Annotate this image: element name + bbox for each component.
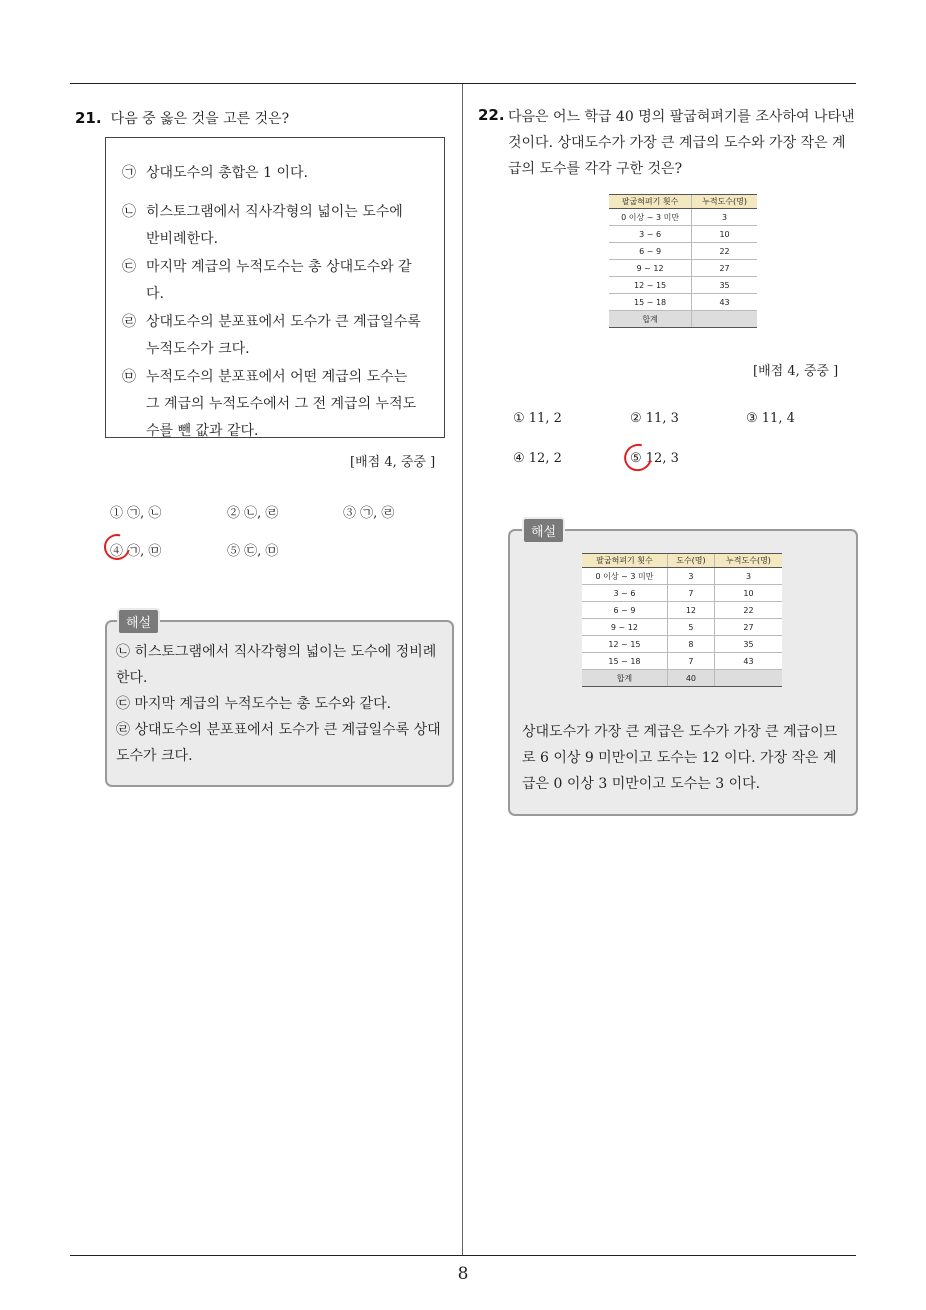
q22-explanation-text: 상대도수가 가장 큰 계급은 도수가 가장 큰 계급이므로 6 이상 9 미만이고 도수는 12 이다. 가장 작은 계급은 0 이상 3 미만이고 도수는 3 이다. [522, 724, 838, 792]
q22-number: 22. [478, 106, 505, 124]
statement-2: ㉡ 히스토그램에서 직사각형의 넓이는 도수에 반비례한다. [122, 204, 403, 247]
table-row: 6 ~ 9 22 [609, 243, 757, 260]
q22-question: 다음은 어느 학급 40 명의 팔굽혀펴기를 조사하여 나타낸 것이다. 상대도수가 가장 큰 계급의 도수와 가장 작은 계급의 도수를 각각 구한 것은? [508, 109, 855, 177]
q21-option-5[interactable]: ⑤ ㉢, ㉤ [227, 544, 279, 559]
q22-option-2[interactable]: ② 11, 3 [630, 411, 679, 426]
q21-option-4[interactable]: ④ ㉠, ㉤ [110, 544, 162, 559]
q21-number: 21. [75, 109, 102, 127]
q21-explanation-line-1: ㉡ 히스토그램에서 직사각형의 넓이는 도수에 정비례한다. [116, 644, 437, 686]
table-header: 팔굽혀펴기 횟수 [582, 554, 667, 568]
table-row: 15 ~ 18 7 43 [582, 653, 782, 670]
q21-option-3[interactable]: ③ ㉠, ㉣ [343, 506, 395, 521]
q22-option-4[interactable]: ④ 12, 2 [513, 451, 562, 466]
q22-explanation-tag: 해설 [522, 517, 565, 544]
statement-1: ㉠ 상대도수의 총합은 1 이다. [122, 165, 308, 181]
table-header: 누적도수(명) [714, 554, 782, 568]
table-row: 6 ~ 9 12 22 [582, 602, 782, 619]
top-rule [70, 83, 856, 84]
table-row: 12 ~ 15 8 35 [582, 636, 782, 653]
table-row: 9 ~ 12 27 [609, 260, 757, 277]
q22-explanation-table [582, 553, 782, 687]
statement-5: ㉤ 누적도수의 분포표에서 어떤 계급의 도수는 그 계급의 누적도수에서 그 전 계급의 누적도수를 뺀 값과 같다. [122, 369, 417, 439]
q22-header [478, 106, 858, 182]
q21-question: 다음 중 옳은 것을 고른 것은? [110, 111, 290, 127]
page-number: 8 [457, 1264, 469, 1284]
table-header: 도수(명) [667, 554, 714, 568]
q21-option-2[interactable]: ② ㉡, ㉣ [227, 506, 279, 521]
q21-statements-box [105, 137, 445, 438]
bottom-rule [70, 1255, 856, 1256]
table-row: 12 ~ 15 35 [609, 277, 757, 294]
table-row: 0 이상 ~ 3 미만 3 [609, 209, 757, 226]
q22-option-3[interactable]: ③ 11, 4 [746, 411, 795, 426]
q22-meta: [배점 4, 중중 ] [753, 364, 839, 379]
statement-4: ㉣ 상대도수의 분포표에서 도수가 큰 계급일수록 누적도수가 크다. [122, 314, 421, 357]
q21-explanation-tag: 해설 [117, 608, 160, 635]
column-divider [462, 84, 463, 1256]
q22-explanation-box [508, 525, 858, 816]
table-header: 팔굽혀펴기 횟수 [609, 195, 692, 209]
table-row: 3 ~ 6 10 [609, 226, 757, 243]
q21-explanation-line-3: ㉣ 상대도수의 분포표에서 도수가 큰 계급일수록 상대도수가 크다. [116, 722, 441, 764]
table-total-row: 합계 40 [582, 670, 782, 687]
table-header: 누적도수(명) [692, 195, 757, 209]
q22-option-1[interactable]: ① 11, 2 [513, 411, 562, 426]
q22-option-5[interactable]: ⑤ 12, 3 [630, 451, 679, 466]
q21-option-1[interactable]: ① ㉠, ㉡ [110, 506, 162, 521]
table-row: 15 ~ 18 43 [609, 294, 757, 311]
table-row: 3 ~ 6 7 10 [582, 585, 782, 602]
q21-header [75, 106, 289, 132]
q21-explanation-box [105, 616, 454, 787]
q22-answer-circle-icon [619, 439, 657, 476]
table-row: 9 ~ 12 5 27 [582, 619, 782, 636]
q21-meta: [배점 4, 중중 ] [350, 455, 436, 470]
q22-frequency-table [609, 194, 757, 328]
q21-explanation-line-2: ㉢ 마지막 계급의 누적도수는 총 도수와 같다. [116, 696, 392, 712]
table-total-row: 합계 [609, 311, 757, 328]
q21-answer-circle-icon [99, 529, 135, 565]
statement-3: ㉢ 마지막 계급의 누적도수는 총 상대도수와 같다. [122, 259, 412, 302]
table-row: 0 이상 ~ 3 미만 3 3 [582, 568, 782, 585]
